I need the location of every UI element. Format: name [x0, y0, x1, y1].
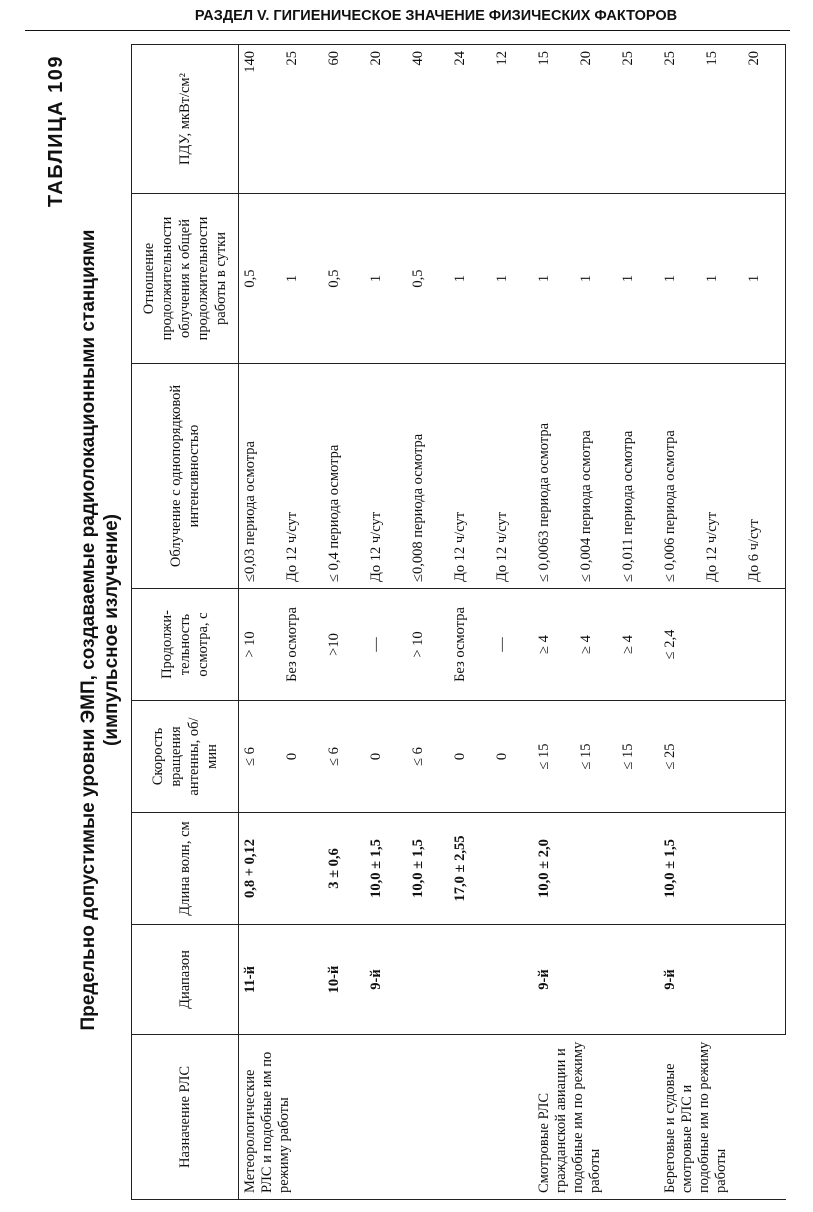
- cell-exposure: До 6 ч/сут: [743, 364, 786, 589]
- cell-band: 11-й: [239, 925, 282, 1035]
- cell-wavelength: [743, 813, 786, 925]
- cell-duration: ≥ 4: [575, 589, 617, 701]
- cell-duration: ≤ 2,4: [659, 589, 701, 701]
- cell-pdu: 12: [491, 45, 533, 194]
- cell-pdu: 15: [533, 45, 575, 194]
- table-row: [239, 45, 282, 1200]
- cell-wavelength: [281, 813, 323, 925]
- cell-exposure: До 12 ч/сут: [281, 364, 323, 589]
- cell-pdu: 20: [365, 45, 407, 194]
- cell-band: [701, 925, 743, 1035]
- rls-table: [131, 44, 786, 1200]
- table-row: [365, 45, 407, 1200]
- col-header-duration: Продолжи-тельность осмотра, с: [132, 589, 239, 701]
- cell-wavelength: 17,0 ± 2,55: [449, 813, 491, 925]
- cell-pdu: 60: [323, 45, 365, 194]
- cell-band: [407, 925, 449, 1035]
- cell-rotation: [743, 701, 786, 813]
- cell-ratio: 1: [701, 194, 743, 364]
- table-row: [743, 45, 786, 1200]
- cell-purpose: Береговые и судовые смотровые РЛС и подобные им по режиму работы: [659, 1035, 786, 1200]
- cell-ratio: 1: [365, 194, 407, 364]
- cell-purpose: Метеорологические РЛС и подобные им по режиму работы: [239, 1035, 534, 1200]
- cell-pdu: 20: [575, 45, 617, 194]
- cell-rotation: 0: [449, 701, 491, 813]
- table-row: [575, 45, 617, 1200]
- cell-band: [575, 925, 617, 1035]
- cell-rotation: [701, 701, 743, 813]
- col-header-ratio: Отношение продолжительности облучения к общей продолжительности работы в сутки: [132, 194, 239, 364]
- cell-band: [449, 925, 491, 1035]
- cell-rotation: ≤ 15: [533, 701, 575, 813]
- cell-exposure: ≤ 0,0063 периода осмотра: [533, 364, 575, 589]
- cell-duration: >10: [323, 589, 365, 701]
- col-header-rotation: Скорость вращения антенны, об/мин: [132, 701, 239, 813]
- cell-wavelength: 3 ± 0,6: [323, 813, 365, 925]
- table-row: [533, 45, 575, 1200]
- cell-pdu: 24: [449, 45, 491, 194]
- cell-ratio: 1: [281, 194, 323, 364]
- cell-band: [281, 925, 323, 1035]
- cell-exposure: До 12 ч/сут: [449, 364, 491, 589]
- cell-duration: Без осмотра: [281, 589, 323, 701]
- page-header: РАЗДЕЛ V. ГИГИЕНИЧЕСКОЕ ЗНАЧЕНИЕ ФИЗИЧЕСКИХ ФАКТОРОВ: [194, 8, 678, 24]
- header-rule: [25, 30, 790, 31]
- cell-exposure: До 12 ч/сут: [701, 364, 743, 589]
- cell-pdu: 140: [239, 45, 282, 194]
- cell-wavelength: 10,0 ± 1,5: [365, 813, 407, 925]
- header-row: [132, 45, 239, 1200]
- cell-rotation: ≤ 6: [239, 701, 282, 813]
- table-row: [449, 45, 491, 1200]
- cell-exposure: До 12 ч/сут: [365, 364, 407, 589]
- cell-rotation: ≤ 6: [407, 701, 449, 813]
- cell-exposure: ≤ 0,4 периода осмотра: [323, 364, 365, 589]
- table-row: [281, 45, 323, 1200]
- cell-band: [617, 925, 659, 1035]
- cell-ratio: 1: [533, 194, 575, 364]
- cell-duration: > 10: [239, 589, 282, 701]
- cell-rotation: 0: [281, 701, 323, 813]
- table-row: [701, 45, 743, 1200]
- cell-wavelength: 0,8 + 0,12: [239, 813, 282, 925]
- cell-duration: [701, 589, 743, 701]
- table-row: [659, 45, 701, 1200]
- cell-wavelength: 10,0 ± 2,0: [533, 813, 575, 925]
- col-header-purpose: Назначение РЛС: [132, 1035, 239, 1200]
- col-header-band: Диапазон: [132, 925, 239, 1035]
- cell-band: 9-й: [365, 925, 407, 1035]
- cell-exposure: До 12 ч/сут: [491, 364, 533, 589]
- rotated-table-block: [35, 45, 795, 1200]
- cell-purpose: Смотровые РЛС гражданской авиации и подобные им по режиму работы: [533, 1035, 659, 1200]
- cell-pdu: 25: [659, 45, 701, 194]
- cell-band: 9-й: [533, 925, 575, 1035]
- table-number: ТАБЛИЦА 109: [45, 55, 67, 208]
- cell-exposure: ≤ 0,011 периода осмотра: [617, 364, 659, 589]
- table-subtitle: (импульсное излучение): [101, 514, 122, 747]
- cell-rotation: 0: [491, 701, 533, 813]
- cell-duration: —: [365, 589, 407, 701]
- cell-ratio: 1: [575, 194, 617, 364]
- cell-ratio: 1: [659, 194, 701, 364]
- cell-duration: ≥ 4: [533, 589, 575, 701]
- cell-exposure: ≤ 0,006 периода осмотра: [659, 364, 701, 589]
- table-row: [491, 45, 533, 1200]
- cell-pdu: 20: [743, 45, 786, 194]
- table-row: [323, 45, 365, 1200]
- cell-ratio: 0,5: [239, 194, 282, 364]
- cell-pdu: 25: [281, 45, 323, 194]
- cell-band: [491, 925, 533, 1035]
- table-row: [407, 45, 449, 1200]
- cell-exposure: ≤ 0,004 периода осмотра: [575, 364, 617, 589]
- cell-rotation: ≤ 15: [575, 701, 617, 813]
- cell-rotation: ≤ 15: [617, 701, 659, 813]
- cell-ratio: 1: [491, 194, 533, 364]
- cell-band: 9-й: [659, 925, 701, 1035]
- cell-ratio: 0,5: [407, 194, 449, 364]
- cell-pdu: 25: [617, 45, 659, 194]
- cell-duration: ≥ 4: [617, 589, 659, 701]
- cell-band: [743, 925, 786, 1035]
- cell-rotation: 0: [365, 701, 407, 813]
- cell-ratio: 1: [743, 194, 786, 364]
- cell-duration: —: [491, 589, 533, 701]
- col-header-pdu: ПДУ, мкВт/см²: [132, 45, 239, 194]
- cell-wavelength: [617, 813, 659, 925]
- cell-wavelength: [701, 813, 743, 925]
- cell-rotation: ≤ 6: [323, 701, 365, 813]
- cell-exposure: ≤0,03 периода осмотра: [239, 364, 282, 589]
- col-header-exposure: Облучение с однопорядковой интенсивностью: [132, 364, 239, 589]
- cell-rotation: ≤ 25: [659, 701, 701, 813]
- cell-exposure: ≤0,008 периода осмотра: [407, 364, 449, 589]
- cell-wavelength: [491, 813, 533, 925]
- cell-duration: Без осмотра: [449, 589, 491, 701]
- cell-duration: [743, 589, 786, 701]
- col-header-wavelength: Длина волн, см: [132, 813, 239, 925]
- cell-pdu: 40: [407, 45, 449, 194]
- cell-band: 10-й: [323, 925, 365, 1035]
- cell-wavelength: 10,0 ± 1,5: [659, 813, 701, 925]
- cell-ratio: 0,5: [323, 194, 365, 364]
- table-row: [617, 45, 659, 1200]
- cell-duration: > 10: [407, 589, 449, 701]
- cell-wavelength: [575, 813, 617, 925]
- table-title: Предельно допустимые уровни ЭМП, создаваемые радиолокационными станциями: [78, 229, 99, 1031]
- cell-wavelength: 10,0 ± 1,5: [407, 813, 449, 925]
- cell-ratio: 1: [449, 194, 491, 364]
- cell-ratio: 1: [617, 194, 659, 364]
- cell-pdu: 15: [701, 45, 743, 194]
